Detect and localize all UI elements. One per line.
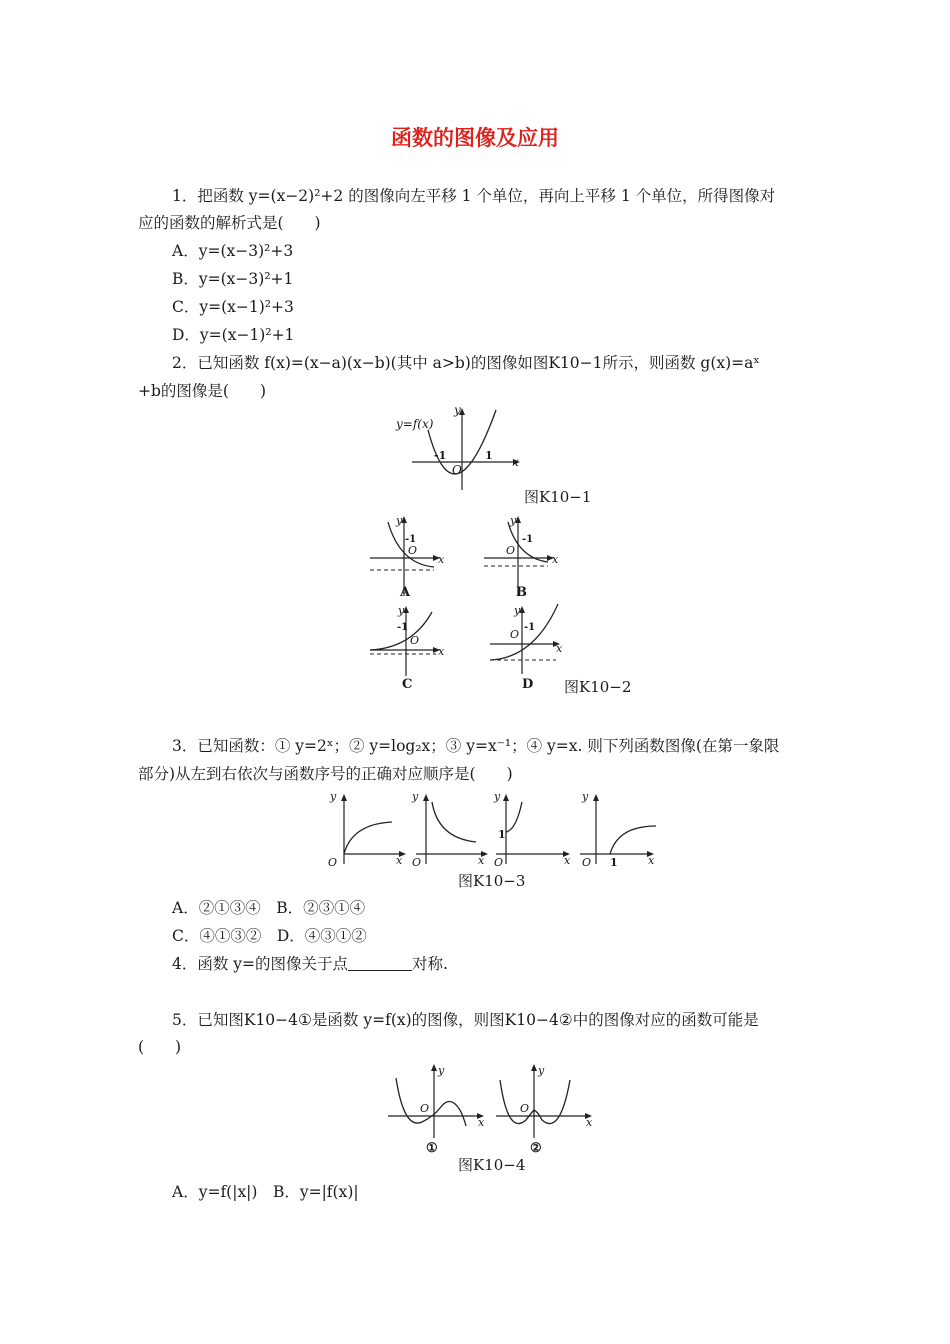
fig4-g2-origin: O: [520, 1102, 530, 1115]
fig3-g1-y-label: y: [330, 790, 337, 803]
fig2b-letter: B: [516, 585, 527, 600]
q4-answer-blank: [348, 954, 412, 971]
fig2b-tick: -1: [522, 534, 534, 545]
fig2b-origin: O: [506, 544, 516, 557]
fig2d-tick: -1: [524, 622, 536, 633]
fig3-g4-tick: 1: [610, 856, 618, 869]
fig1-tick-1: 1: [485, 449, 493, 462]
fig4-label-1: ①: [426, 1141, 438, 1156]
fig3-g3-y-label: y: [494, 790, 501, 803]
fig2-panel-d: [486, 602, 566, 692]
fig3-g3-tick: 1: [498, 828, 506, 841]
fig3-g4-y-label: y: [582, 790, 589, 803]
fig2b-x-label: x: [552, 553, 559, 566]
fig2c-letter: C: [402, 677, 413, 692]
fig2d-letter: D: [522, 677, 534, 692]
fig2c-origin: O: [410, 634, 420, 647]
figure-k10-1: [392, 402, 532, 492]
fig2c-y-label: y: [398, 604, 405, 617]
fig3-g1-origin: O: [328, 856, 338, 869]
fig4-caption: 图K10−4: [458, 1156, 526, 1174]
q5-options: A．y=f(|x|) B．y=|f(x)|: [172, 1183, 359, 1201]
fig3-g2-y-label: y: [412, 790, 419, 803]
fig1-tick-m1: -1: [434, 449, 447, 462]
q1-option-d: D．y=(x−1)²+1: [172, 326, 295, 344]
q5-stem-line2: ( ): [138, 1038, 182, 1056]
fig3-caption: 图K10−3: [458, 872, 526, 890]
fig2c-tick: -1: [397, 622, 409, 633]
fig4-g1-y-label: y: [438, 1064, 445, 1077]
fig4-g1-origin: O: [420, 1102, 430, 1115]
fig3-g3-x-label: x: [564, 854, 571, 867]
q1-stem-line2: 应的函数的解析式是( ): [138, 214, 321, 232]
fig2d-x-label: x: [556, 642, 563, 655]
q5-stem-line1: 5．已知图K10−4①是函数 y=f(x)的图像，则图K10−4②中的图像对应的函数可能是: [172, 1011, 759, 1029]
fig3-g2-origin: O: [412, 856, 422, 869]
q4-text-before: 4．函数 y=的图像关于点: [172, 955, 349, 973]
fig3-g3-origin: O: [494, 856, 504, 869]
fig1-x-label: x: [512, 455, 519, 469]
page-title: 函数的图像及应用: [391, 126, 559, 150]
fig2a-tick: -1: [405, 534, 417, 545]
figure-k10-4: [384, 1060, 598, 1160]
fig1-caption: 图K10−1: [524, 488, 592, 506]
fig3-g1-x-label: x: [396, 854, 403, 867]
fig2a-x-label: x: [438, 553, 445, 566]
fig2a-letter: A: [400, 585, 411, 600]
fig2c-x-label: x: [438, 645, 445, 658]
fig1-y-label: y: [454, 403, 461, 417]
q1-stem-line1: 1．把函数 y=(x−2)²+2 的图像向左平移 1 个单位，再向上平移 1 个单位，所得图像对: [172, 187, 776, 205]
fig2-panel-b: [480, 512, 560, 602]
q1-option-b: B．y=(x−3)²+1: [172, 270, 294, 288]
q3-options-row2: C．④①③② D．④③①②: [172, 927, 367, 945]
q1-option-a: A．y=(x−3)²+3: [172, 242, 294, 260]
fig4-g1-x-label: x: [478, 1116, 485, 1129]
q2-stem-line2: +b的图像是( ): [138, 382, 267, 400]
fig3-g2-x-label: x: [478, 854, 485, 867]
fig4-g2-x-label: x: [586, 1116, 593, 1129]
q3-stem-line1: 3．已知函数：① y=2ˣ；② y=log₂x；③ y=x⁻¹；④ y=x. 则下列函数图像(在第一象限: [172, 737, 780, 755]
fig4-g2-y-label: y: [538, 1064, 545, 1077]
fig2b-y-label: y: [510, 514, 517, 527]
q1-option-c: C．y=(x−1)²+3: [172, 298, 294, 316]
q2-stem-line1: 2．已知函数 f(x)=(x−a)(x−b)(其中 a>b)的图像如图K10−1所示，则函数 g(x)=aˣ: [172, 354, 760, 372]
fig2a-y-label: y: [396, 514, 403, 527]
fig2-panel-a: [366, 512, 446, 602]
q3-stem-line2: 部分)从左到右依次与函数序号的正确对应顺序是( ): [138, 765, 513, 783]
q3-options-row1: A．②①③④ B．②③①④: [172, 899, 366, 917]
fig3-g4-origin: O: [582, 856, 592, 869]
fig2d-origin: O: [510, 628, 520, 641]
fig2-caption: 图K10−2: [564, 678, 632, 696]
fig1-func-label: y=f(x): [396, 417, 434, 431]
fig4-label-2: ②: [530, 1141, 542, 1156]
q4-stem: [172, 954, 448, 974]
q4-text-after: 对称.: [412, 955, 448, 973]
fig2a-origin: O: [408, 544, 418, 557]
figure-k10-3: [320, 788, 666, 874]
fig1-origin: O: [452, 463, 462, 477]
fig3-g4-x-label: x: [648, 854, 655, 867]
fig2-panel-c: [366, 602, 446, 692]
fig2d-y-label: y: [514, 604, 521, 617]
